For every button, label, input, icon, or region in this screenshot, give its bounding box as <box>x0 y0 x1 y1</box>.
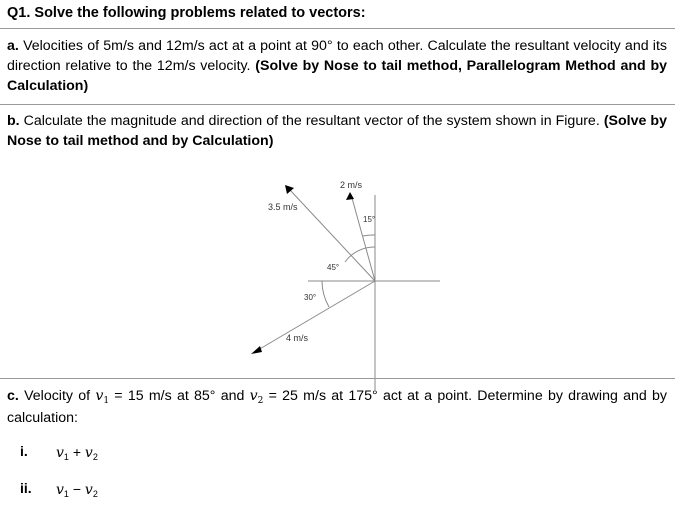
item-ii-a-sub: 1 <box>63 489 69 499</box>
label-2ms: 2 m/s <box>340 180 363 190</box>
vector-2ms-line <box>352 198 375 281</box>
arc-15 <box>363 235 375 236</box>
part-a-method-2: and by Calculation) <box>7 58 667 94</box>
item-i-op: + <box>68 444 85 460</box>
part-b-text <box>7 111 667 151</box>
part-a-text <box>7 36 667 96</box>
question-title: Q1. Solve the following problems related to vectors: <box>7 5 366 21</box>
part-c-text <box>7 386 667 428</box>
item-i-expression <box>56 444 98 461</box>
part-c-text-1: Velocity of <box>24 388 96 404</box>
item-ii-b-sub: 2 <box>92 489 98 499</box>
arrowhead-2ms <box>346 192 354 200</box>
label-35ms: 3.5 m/s <box>268 202 298 212</box>
arc-45 <box>345 247 375 262</box>
arrowhead-35ms <box>285 185 294 194</box>
vector-4ms-line <box>258 281 375 350</box>
vector-35ms-line <box>290 190 375 281</box>
part-b-label: b. <box>7 113 20 129</box>
label-4ms: 4 m/s <box>286 333 309 343</box>
item-ii-expression <box>56 481 98 498</box>
label-angle-15: 15° <box>363 215 376 224</box>
item-ii-op: − <box>68 481 85 497</box>
item-i-b: v <box>84 445 93 461</box>
item-ii-numeral: ii. <box>20 480 32 496</box>
v2-subscript: 2 <box>257 396 264 406</box>
v2-symbol <box>250 388 264 404</box>
part-c-text-2: = 15 m/s at 85° and <box>109 388 250 404</box>
v1-subscript: 1 <box>103 396 110 406</box>
part-b-body: Calculate the magnitude and direction of the resultant vector of the system shown in Figure. <box>23 113 600 129</box>
part-b-method-1: (Solve <box>603 113 647 129</box>
item-i-b-sub: 2 <box>92 452 98 462</box>
item-ii-b: v <box>84 482 93 498</box>
item-i-a: v <box>56 445 64 461</box>
part-c-label: c. <box>7 388 19 404</box>
v2-letter: v <box>249 388 258 404</box>
item-i-numeral: i. <box>20 443 28 459</box>
item-ii-a: v <box>56 482 64 498</box>
label-angle-30: 30° <box>304 293 317 302</box>
divider <box>0 104 675 105</box>
part-a-method-1: (Solve by Nose to tail method, Parallelogram Method <box>255 58 616 74</box>
part-a-body: Velocities of 5m/s and 12m/s act at a point at 90° to each other. Calculate the resultant velocity and its direction relative to the 12m/s velocity. <box>7 38 667 74</box>
part-b-method-2: by Nose to tail method and by Calculation) <box>7 113 667 149</box>
part-a-label: a. <box>7 38 19 54</box>
item-i-a-sub: 1 <box>63 452 69 462</box>
v1-symbol <box>95 388 109 404</box>
arc-30 <box>322 281 329 307</box>
part-c-text-4: calculation: <box>7 410 78 426</box>
label-angle-45: 45° <box>327 263 340 272</box>
v1-letter: v <box>95 388 104 404</box>
part-c-text-3: = 25 m/s at 175° act at a point. Determine by drawing and by <box>263 388 667 404</box>
divider <box>0 28 675 29</box>
arrowhead-4ms <box>251 346 262 354</box>
divider <box>0 378 675 379</box>
